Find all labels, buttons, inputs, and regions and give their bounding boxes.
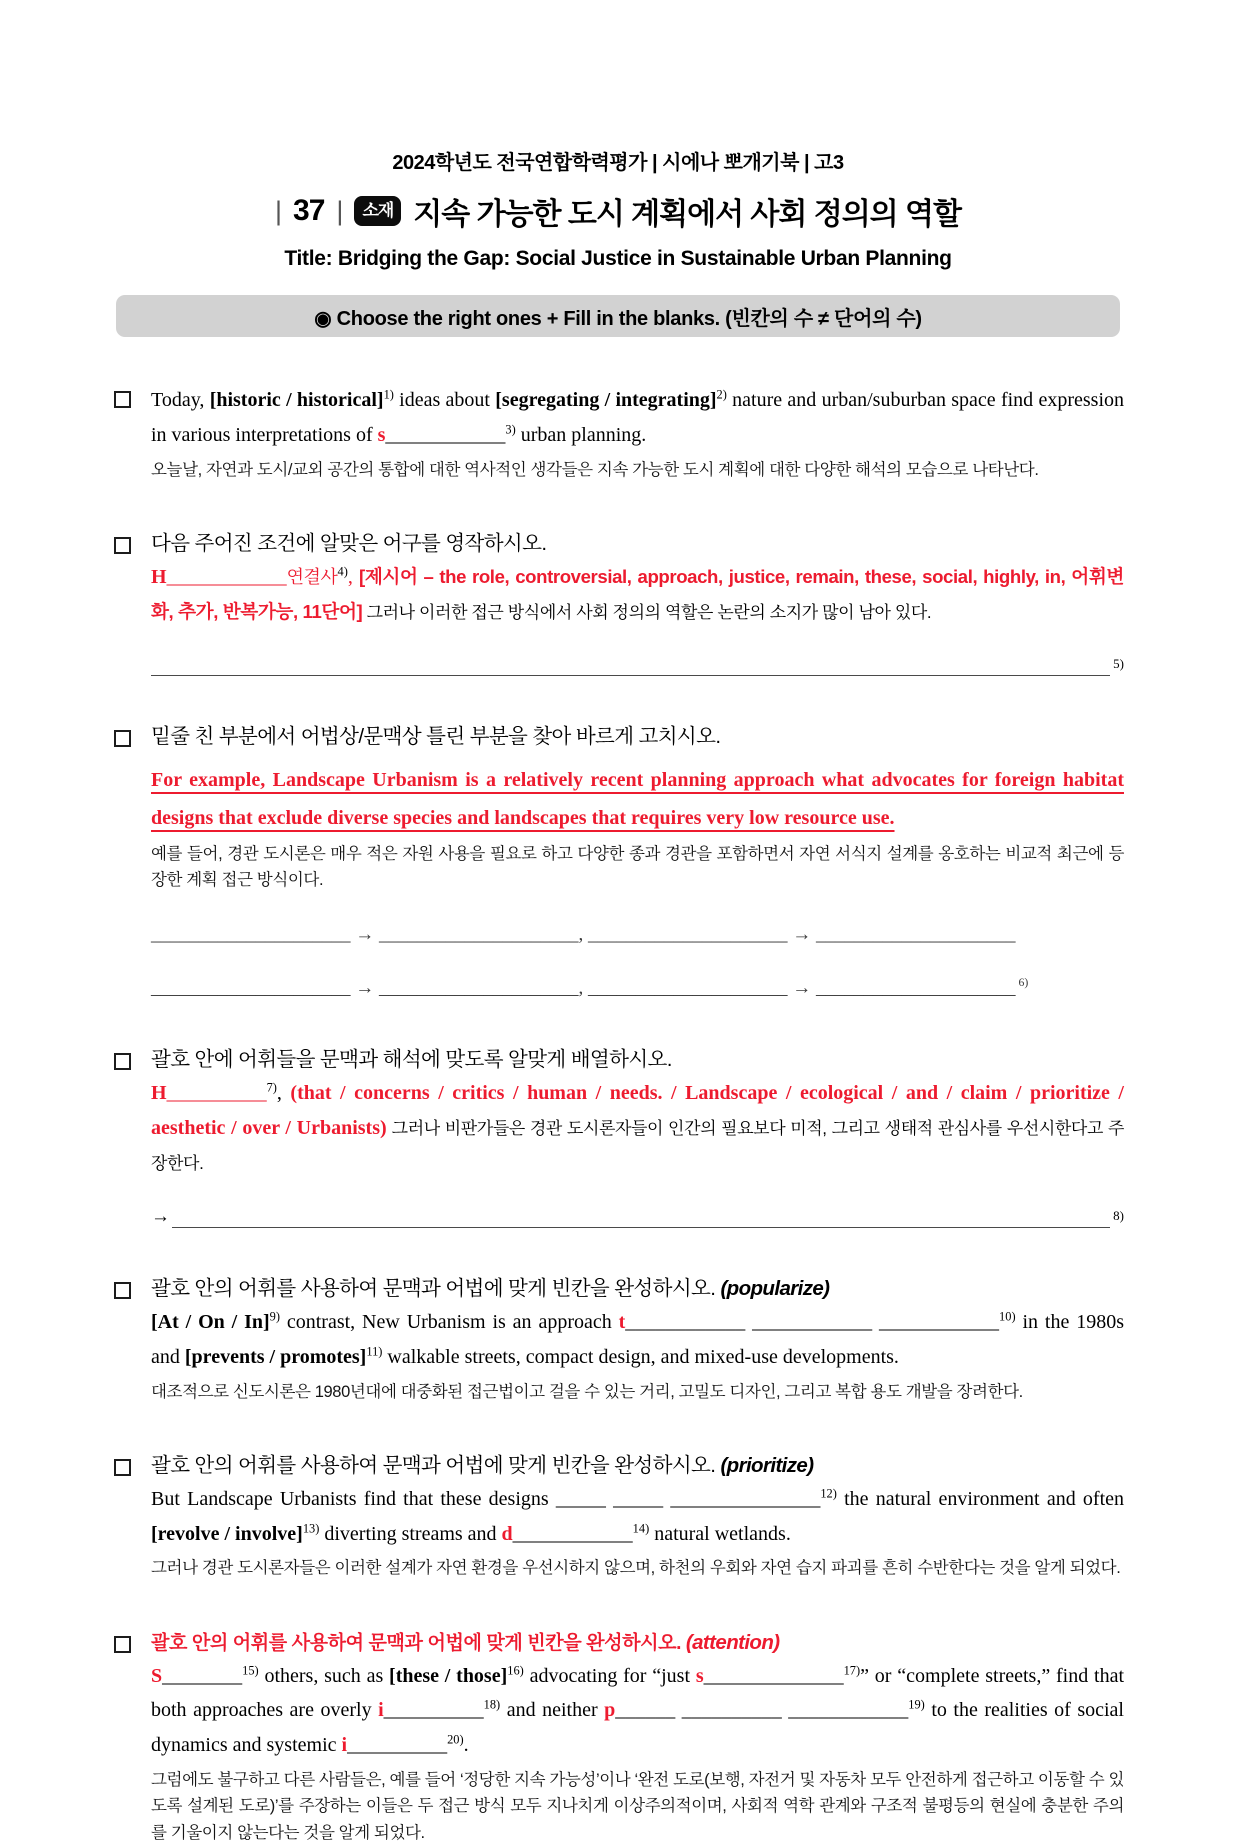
correction-blank-row: _____________________ → _____________________, _____________________ → _____________________ $^{6)}$: [151, 975, 1029, 999]
question-prompt: 밑줄 친 부분에서 어법상/문맥상 틀린 부분을 찾아 바르게 고치시오.: [151, 725, 721, 749]
checkbox-icon: [114, 1636, 131, 1653]
question-prompt: 괄호 안의 어휘를 사용하여 문맥과 어법에 맞게 빈칸을 완성하시오. (prioritize): [151, 1454, 814, 1478]
question-list: [112, 383, 1124, 1846]
checkbox-icon: [114, 730, 131, 747]
answer-blank-line: [151, 1206, 1124, 1228]
footnote-number: 8): [1113, 1208, 1124, 1224]
korean-translation: 오늘날, 자연과 도시/교외 공간의 통합에 대한 역사적인 생각들은 지속 가능한 도시 계획에 대한 다양한 해석의 모습으로 나타난다.: [151, 460, 1039, 479]
topic-header: [112, 189, 1124, 233]
question-2: [112, 529, 1124, 676]
question-prompt: 괄호 안의 어휘를 사용하여 문맥과 어법에 맞게 빈칸을 완성하시오. (popularize): [151, 1277, 830, 1301]
checkbox-icon: [114, 1459, 131, 1476]
question-number: 37: [293, 194, 325, 227]
blank-underline: [151, 655, 1110, 676]
korean-translation: 예를 들어, 경관 도시론은 매우 적은 자원 사용을 필요로 하고 다양한 종과 경관을 포함하면서 자연 서식지 설계를 옹호하는 비교적 최근에 등장한 계획 접근 방식이다.: [151, 845, 1124, 890]
question-7: [112, 1628, 1124, 1846]
correction-blank-row: _____________________ → _____________________, _____________________ → _____________________: [151, 923, 1016, 945]
question-prompt: 괄호 안에 어휘들을 문맥과 해석에 맞도록 알맞게 배열하시오.: [151, 1048, 672, 1072]
question-prompt: 다음 주어진 조건에 알맞은 어구를 영작하시오.: [151, 531, 547, 555]
question-4: [112, 1045, 1124, 1228]
topic-title: 지속 가능한 도시 계획에서 사회 정의의 역할: [413, 198, 961, 231]
question-3: [112, 722, 1124, 999]
english-title: Title: Bridging the Gap: Social Justice in Sustainable Urban Planning: [284, 247, 952, 270]
checkbox-icon: [114, 391, 131, 408]
korean-translation: 그럼에도 불구하고 다른 사람들은, 예를 들어 ‘정당한 지속 가능성’이나 ‘완전 도로(보행, 자전거 및 자동차 모두 안전하게 접근하고 이동할 수 있도록 설계된 도로)’를 주장하는 이들은 두 접근 방식 모두 지나치게 이상주의적이며, 사회적 역학 관계와 구조적 불평등의 현실에 충분한 주의를 기울이지 않는다는 것을 알게 되었다.: [151, 1770, 1124, 1842]
arrow-icon: →: [151, 1206, 170, 1228]
question-text: But Landscape Urbanists find that these designs _____ _____ _______________$^{12)}$ the natural environment and often [revolve / involve]$^{13)}$ diverting streams and d____________$^{14)}$ natural wetlands.: [151, 1486, 1125, 1545]
answer-blank-line: [151, 655, 1124, 676]
question-text: S________$^{15)}$ others, such as [these / those]$^{16)}$ advocating for “just s______________$^{17)}$” or “complete streets,” find that both approaches are overly i__________$^{18)}$ and neither p______ __________ ____________$^{19)}$ to the realities of social dynamics and systemic i__________$^{20)}$.: [151, 1662, 1124, 1757]
question-text: H____________연결사$^{4)}$, [제시어 – the role, controversial, approach, justice, remain, these, social, highly, in, 어휘변화, 추가, 반복가능, 11단어] 그러나 이러한 접근 방식에서 사회 정의의 역할은 논란의 소지가 많이 남아 있다.: [151, 564, 1124, 622]
divider-bar: |: [336, 195, 343, 226]
instruction-banner: ◉ Choose the right ones + Fill in the blanks. (빈칸의 수 ≠ 단어의 수): [116, 295, 1120, 337]
checkbox-icon: [114, 1053, 131, 1070]
question-1: [112, 383, 1124, 483]
footnote-number: 5): [1113, 656, 1124, 672]
underlined-passage: For example, Landscape Urbanism is a relatively recent planning approach what advocates for foreign habitat designs that exclude diverse species and landscapes that requires very low resource use.: [151, 769, 1124, 830]
question-prompt: 괄호 안의 어휘를 사용하여 문맥과 어법에 맞게 빈칸을 완성하시오. (attention): [151, 1630, 780, 1654]
exam-header: 2024학년도 전국연합학력평가 | 시에나 뽀개기북 | 고3: [392, 152, 844, 174]
question-5: [112, 1274, 1124, 1405]
question-text: [At / On / In]$^{9)}$ contrast, New Urbanism is an approach t____________ ____________ ____________$^{10)}$ in the 1980s and [prevents / promotes]$^{11)}$ walkable streets, compact design, and mixed-use developments.: [151, 1309, 1124, 1368]
korean-translation: 그러나 경관 도시론자들은 이러한 설계가 자연 환경을 우선시하지 않으며, 하천의 우회와 자연 습지 파괴를 흔히 수반한다는 것을 알게 되었다.: [151, 1559, 1121, 1578]
blank-underline: [172, 1207, 1110, 1228]
korean-translation: 대조적으로 신도시론은 1980년대에 대중화된 접근법이고 걸을 수 있는 거리, 고밀도 디자인, 그리고 복합 용도 개발을 장려한다.: [151, 1382, 1023, 1401]
question-text: H__________$^{7)}$, (that / concerns / critics / human / needs. / Landscape / ecological / and / claim / prioritize / aesthetic / over / Urbanists) 그러나 비판가들은 경관 도시론자들이 인간의 필요보다 미적, 그리고 생태적 관심사를 우선시한다고 주장한다.: [151, 1080, 1124, 1173]
question-text: Today, [historic / historical]$^{1)}$ ideas about [segregating / integrating]$^{2)}$ nature and urban/suburban space find expression in various interpretations of s____________$^{3)}$ urban planning.: [151, 387, 1124, 446]
checkbox-icon: [114, 1282, 131, 1299]
question-6: [112, 1451, 1124, 1582]
topic-badge: 소재: [354, 196, 401, 226]
checkbox-icon: [114, 537, 131, 554]
divider-bar: |: [275, 195, 282, 226]
